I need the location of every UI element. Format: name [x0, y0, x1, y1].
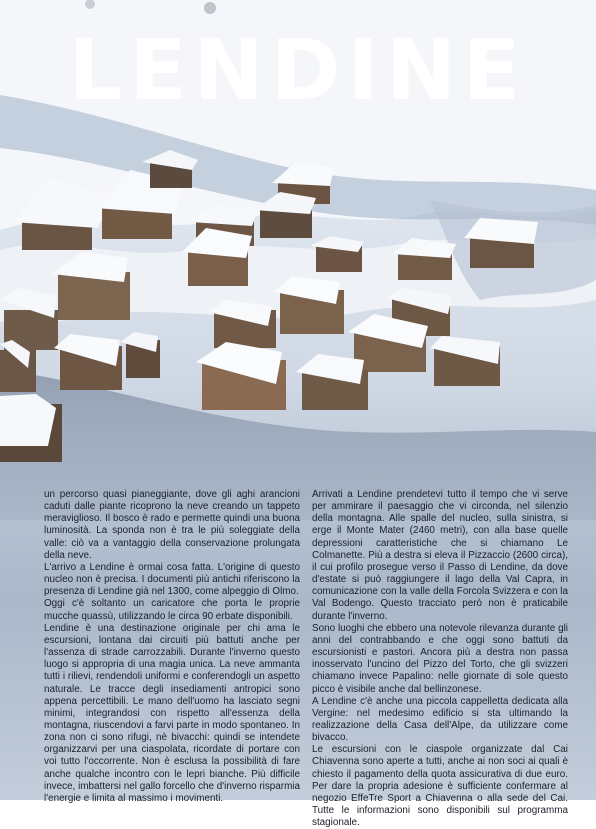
- paragraph: un percorso quasi pianeggiante, dove gli aghi arancioni caduti dalle piante ricoprono la neve creando un tappeto meraviglioso. Il bosco è rado e permette quindi una buona luminosità. La sponda non è tra le più soleggiate della valle: ciò va a vantaggio della conservazione prolungata della neve.: [44, 489, 300, 561]
- paragraph: Lendine è una destinazione originale per chi ama le escursioni, lontana dai circuiti più battuti anche per l'assenza di strade carrozzabili. Durante l'inverno questo luogo si appropria di una magia unica. La neve ammanta tutti i rilievi, rendendoli uniformi e conferendogli un aspetto naturale. Le tracce degli insediamenti antropici sono appena percettibili. Le mano dell'uomo ha lasciato segni minimi, integrandosi con rispetto all'essenza della montagna, riuscendovi a farvi parte in modo spontaneo. In zona non ci sono rifugi, nè bivacchi: quindi se intendete organizzarvi per una ciaspolata, ricordate di portare con voi tutto l'occorrente. Non è esclusa la possibilità di fare anche qualche incontro con le lepri bianche. Più difficile invece, imbattersi nel gallo forcello che d'inverno risparmia l'energie e limita al massimo i movimenti.: [44, 622, 300, 804]
- paragraph: Oggi c'è soltanto un caricatore che porta le proprie mucche quassù, utilizzando le circa 90 erbate disponibili.: [44, 598, 300, 622]
- paragraph: A Lendine c'è anche una piccola cappelletta dedicata alla Vergine: nel medesimo edificio si sta ultimando la realizzazione della Casa dell'Alpe, da utilizzare come bivacco.: [312, 695, 568, 744]
- right-text-column: [312, 489, 568, 829]
- paragraph: Sono luoghi che ebbero una notevole rilevanza durante gli anni del contrabbando e che oggi sono battuti da escursionisti e pastori. Ancora più a destra non passa inosservato l'uncino del Pizzo del Torto, che gli svizzeri chiamano invece Papalino: nelle giornate di sole questo picco è visibile anche dal bellinzonese.: [312, 622, 568, 695]
- paragraph: Le escursioni con le ciaspole organizzate dal Cai Chiavenna sono aperte a tutti, anche ai non soci ai quali è chiesto il pagamento della quota assicurativa di due euro. Per dare la propria adesione è sufficiente confermare al negozio EffeTre Sport a Chiavenna o alla sede del Cai. Tutte le informazioni sono disponibili sul programma stagionale.: [312, 744, 568, 829]
- left-text-column: [44, 489, 300, 805]
- article-title: LENDINE: [68, 21, 528, 119]
- paragraph: L'arrivo a Lendine è ormai cosa fatta. L'origine di questo nucleo non è precisa. I documenti più antichi riferiscono la presenza di Lendine già nel 1300, come alpeggio di Olmo.: [44, 561, 300, 598]
- paragraph: Arrivati a Lendine prendetevi tutto il tempo che vi serve per ammirare il paesaggio che vi circonda, nel silenzio della montagna. Alle spalle del nucleo, sulla sinistra, si erge il Monte Mater (2460 metri), con alla base quelle depressioni caratteristiche che si chiamano Le Colmanette. Più a destra si eleva il Pizzaccio (2600 circa), il cui profilo prosegue verso il Passo di Lendine, da dove d'estate si può raggiungere il lago della Val Capra, in comunicazione con la valle della Forcola Svizzera e con la Val Bodengo. Questo tracciato però non è praticabile durante l'inverno.: [312, 489, 568, 622]
